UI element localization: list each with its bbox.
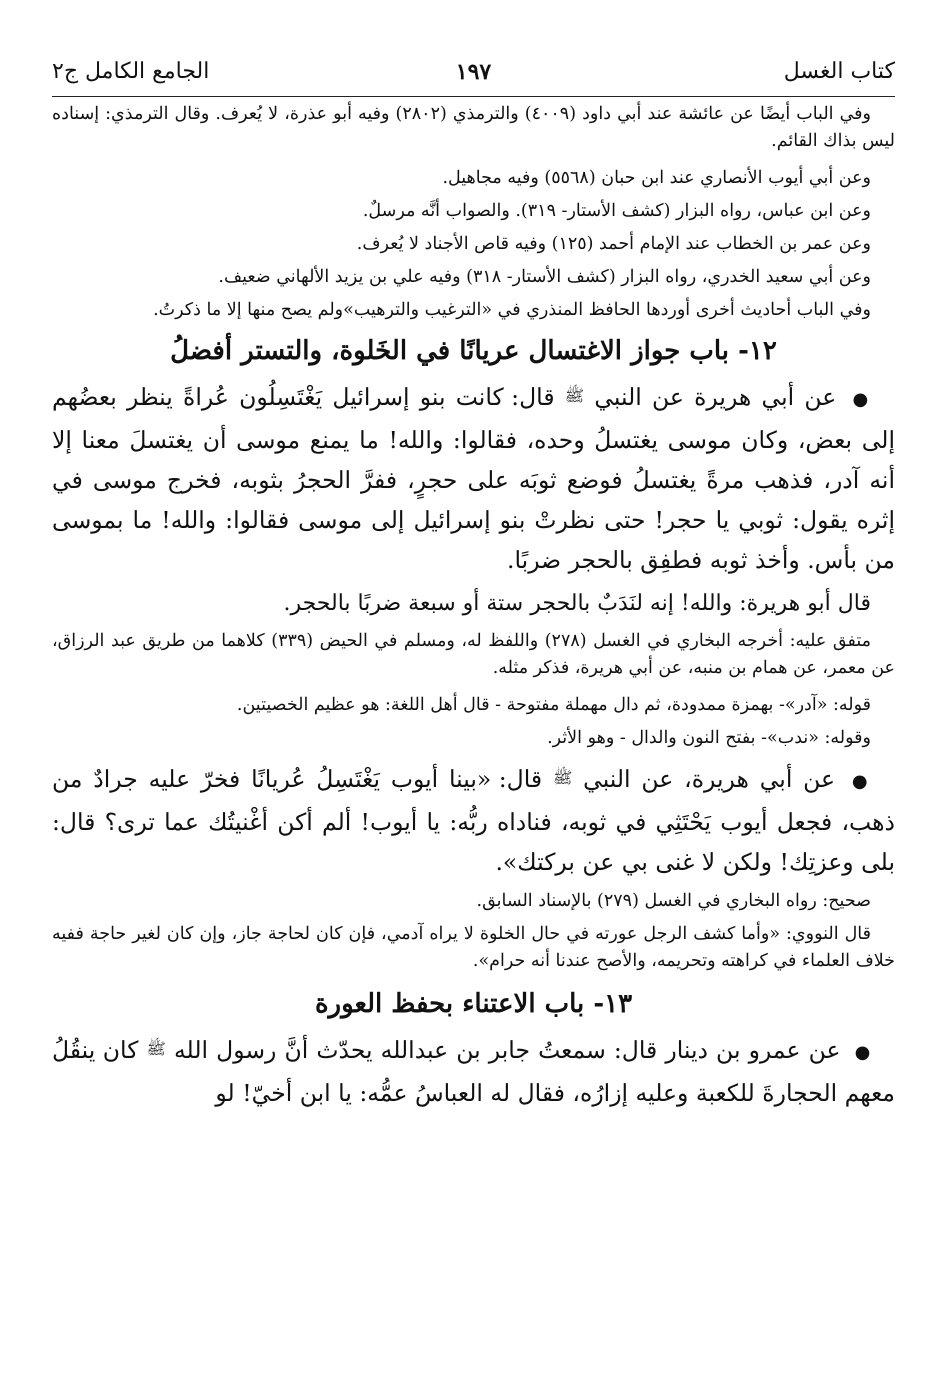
- hadith-text-body: كان ينقُلُ معهم الحجارةَ للكعبة وعليه إزارُه، فقال له العباسُ عمُّه: يا ابن أخيّ! لو: [52, 1036, 895, 1107]
- note-other-hadiths: وفي الباب أحاديث أخرى أوردها الحافظ المنذري في «الترغيب والترهيب»ولم يصح منها إلا ما ذكرتُ.: [153, 300, 871, 320]
- abu-hurayra-statement: قال أبو هريرة: والله! إنه لنَدَبٌ بالحجر ستة أو سبعة ضربًا بالحجر.: [283, 591, 871, 616]
- note-umar: وعن عمر بن الخطاب عند الإمام أحمد (١٢٥) وفيه قاص الأجناد لا يُعرف.: [356, 234, 871, 254]
- salutation-glyph: ﷺ: [552, 768, 573, 787]
- hadith-text-body: قال: كانت بنو إسرائيل يَغْتَسِلُون عُراةً ينظر بعضُهم إلى بعض، وكان موسى يغتسلُ وحده، فقالوا: والله! ما يمنع موسى أن يغتسلَ معنا إلا أنه آدر، فذهب مرةً يغتسلُ فوضع ثوبَه على حجرٍ، ففرَّ الحجرُ بثوبه، فخرج موسى في إثره يقول: ثوبي يا حجر! حتى نظرتْ بنو إسرائيل إلى موسى فقالوا: والله! ما بموسى من بأس. وأخذ ثوبه فطفِق بالحجر ضربًا.: [52, 383, 895, 574]
- gloss-nadab: وقوله: «ندب»- بفتح النون والدال - وهو الأثر.: [547, 728, 871, 748]
- takhrij-moses: متفق عليه: أخرجه البخاري في الغسل (٢٧٨) واللفظ له، ومسلم في الحيض (٣٣٩) كلاهما من طريق عبد الرزاق، عن معمر، عن همام بن منبه، عن أبي هريرة، فذكر مثله.: [52, 631, 895, 678]
- book-page: [52, 52, 895, 1362]
- page-header: [52, 52, 895, 97]
- hadith-jabir: [52, 1029, 895, 1113]
- book-title: كتاب الغسل: [783, 59, 895, 84]
- bullet-marker: ●: [851, 771, 871, 792]
- hadith-moses: [52, 376, 895, 580]
- salutation-glyph: ﷺ: [564, 386, 585, 405]
- note-ibn-abbas: وعن ابن عباس، رواه البزار (كشف الأستار- ٣١٩). والصواب أنَّه مرسلٌ.: [362, 201, 871, 221]
- chapter-12-heading: ١٢- باب جواز الاغتسال عريانًا في الخَلوة، والتستر أفضلُ: [170, 336, 777, 366]
- hadith-text-intro: عن أبي هريرة، عن النبي: [583, 765, 836, 793]
- page-content: [52, 97, 895, 1113]
- page-number: ١٩٧: [455, 59, 492, 85]
- bullet-marker: ●: [852, 389, 871, 410]
- chapter-13-heading: ١٣- باب الاعتناء بحفظ العورة: [314, 989, 633, 1019]
- nawawi-comment: قال النووي: «وأما كشف الرجل عورته في حال الخلوة لا يراه آدمي، فإن كان لحاجة جاز، وإن كان لغير حاجة ففيه خلاف العلماء في كراهته وتحريمه، والأصح عندنا أنه حرام».: [52, 924, 895, 971]
- hadith-text-intro: عن عمرو بن دينار قال: سمعتُ جابر بن عبدالله يحدّث أنَّ رسول الله: [173, 1036, 841, 1064]
- note-aisha: وفي الباب أيضًا عن عائشة عند أبي داود (٤٠٠٩) والترمذي (٢٨٠٢) وفيه أبو عذرة، لا يُعرف. وقال الترمذي: إسناده ليس بذاك القائم.: [52, 104, 895, 151]
- salutation-glyph: ﷺ: [146, 1039, 166, 1058]
- gloss-adar: قوله: «آدر»- بهمزة ممدودة، ثم دال مهملة مفتوحة - قال أهل اللغة: هو عظيم الخصيتين.: [236, 695, 871, 715]
- hadith-text-body: قال: «بينا أيوب يَغْتَسِلُ عُريانًا فخرّ عليه جرادٌ من ذهب، فجعل أيوب يَحْتَثِي في ثوبه، فناداه ربُّه: يا أيوب! ألم أكن أغْنيتُك عما ترى؟ قال: بلى وعزتِك! ولكن لا غنى بي عن بركتك».: [52, 765, 895, 876]
- note-abu-said: وعن أبي سعيد الخدري، رواه البزار (كشف الأستار- ٣١٨) وفيه علي بن يزيد الألهاني ضعيف.: [218, 267, 871, 287]
- note-abu-ayyub: وعن أبي أيوب الأنصاري عند ابن حبان (٥٥٦٨) وفيه مجاهيل.: [442, 168, 871, 188]
- hadith-ayyub: [52, 758, 895, 882]
- takhrij-ayyub: صحيح: رواه البخاري في الغسل (٢٧٩) بالإسناد السابق.: [476, 891, 871, 911]
- volume-title: الجامع الكامل ج٢: [52, 59, 210, 84]
- bullet-marker: ●: [854, 1042, 871, 1063]
- hadith-text-intro: عن أبي هريرة عن النبي: [594, 383, 837, 411]
